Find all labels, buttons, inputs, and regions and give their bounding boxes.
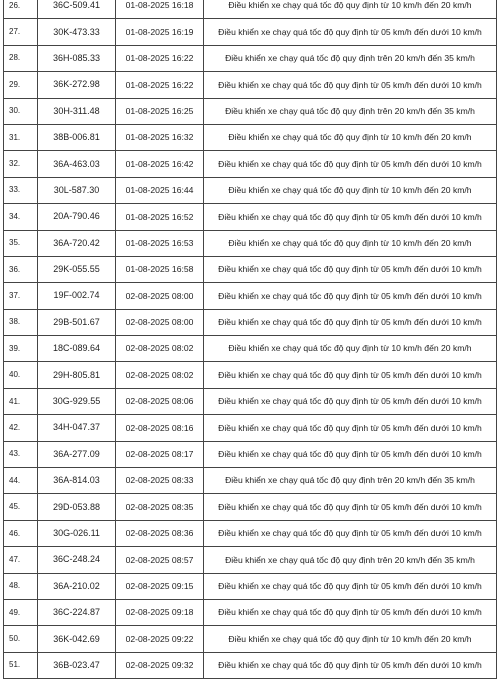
violation-description: Điều khiển xe chạy quá tốc độ quy định từ 05 km/h đến dưới 10 km/h: [204, 362, 497, 388]
violation-description: Điều khiển xe chạy quá tốc độ quy định trên 20 km/h đến 35 km/h: [204, 468, 497, 494]
row-number: 47.: [4, 547, 38, 573]
row-number: 37.: [4, 283, 38, 309]
violation-description: Điều khiển xe chạy quá tốc độ quy định trên 20 km/h đến 35 km/h: [204, 547, 497, 573]
license-plate: 36C-248.24: [38, 547, 116, 573]
violation-time: 01-08-2025 16:19: [116, 19, 204, 45]
row-number: 29.: [4, 72, 38, 98]
violations-table: [3, 0, 497, 679]
violation-time: 01-08-2025 16:22: [116, 45, 204, 71]
row-number: 41.: [4, 388, 38, 414]
table-row: [4, 45, 497, 71]
violation-time: 02-08-2025 09:32: [116, 652, 204, 678]
violation-time: 01-08-2025 16:42: [116, 151, 204, 177]
violation-time: 02-08-2025 08:02: [116, 362, 204, 388]
violation-time: 02-08-2025 08:00: [116, 283, 204, 309]
violation-description: Điều khiển xe chạy quá tốc độ quy định từ 05 km/h đến dưới 10 km/h: [204, 309, 497, 335]
license-plate: 36K-042.69: [38, 626, 116, 652]
table-row: [4, 256, 497, 282]
license-plate: 29H-805.81: [38, 362, 116, 388]
violation-description: Điều khiển xe chạy quá tốc độ quy định từ 05 km/h đến dưới 10 km/h: [204, 441, 497, 467]
row-number: 39.: [4, 336, 38, 362]
violation-time: 01-08-2025 16:18: [116, 0, 204, 19]
violation-description: Điều khiển xe chạy quá tốc độ quy định từ 05 km/h đến dưới 10 km/h: [204, 256, 497, 282]
violation-time: 02-08-2025 09:18: [116, 599, 204, 625]
violations-table-body: [4, 0, 497, 679]
license-plate: 30G-026.11: [38, 520, 116, 546]
row-number: 44.: [4, 468, 38, 494]
license-plate: 34H-047.37: [38, 415, 116, 441]
violation-time: 02-08-2025 08:35: [116, 494, 204, 520]
license-plate: 36K-272.98: [38, 72, 116, 98]
violation-description: Điều khiển xe chạy quá tốc độ quy định trên 20 km/h đến 35 km/h: [204, 98, 497, 124]
table-row: [4, 494, 497, 520]
row-number: 48.: [4, 573, 38, 599]
violation-description: Điều khiển xe chạy quá tốc độ quy định từ 05 km/h đến dưới 10 km/h: [204, 415, 497, 441]
row-number: 42.: [4, 415, 38, 441]
violation-description: Điều khiển xe chạy quá tốc độ quy định từ 05 km/h đến dưới 10 km/h: [204, 573, 497, 599]
license-plate: 36A-277.09: [38, 441, 116, 467]
row-number: 32.: [4, 151, 38, 177]
table-row: [4, 547, 497, 573]
license-plate: 30K-473.33: [38, 19, 116, 45]
row-number: 34.: [4, 204, 38, 230]
license-plate: 36A-720.42: [38, 230, 116, 256]
license-plate: 29K-055.55: [38, 256, 116, 282]
license-plate: 36C-509.41: [38, 0, 116, 19]
table-row: [4, 415, 497, 441]
violation-time: 02-08-2025 09:22: [116, 626, 204, 652]
violation-time: 01-08-2025 16:25: [116, 98, 204, 124]
table-row: [4, 72, 497, 98]
table-row: [4, 309, 497, 335]
violation-time: 01-08-2025 16:22: [116, 72, 204, 98]
violation-time: 02-08-2025 08:36: [116, 520, 204, 546]
table-row: [4, 520, 497, 546]
table-row: [4, 441, 497, 467]
license-plate: 30H-311.48: [38, 98, 116, 124]
violation-description: Điều khiển xe chạy quá tốc độ quy định từ 05 km/h đến dưới 10 km/h: [204, 283, 497, 309]
violation-description: Điều khiển xe chạy quá tốc độ quy định từ 10 km/h đến 20 km/h: [204, 0, 497, 19]
license-plate: 36A-814.03: [38, 468, 116, 494]
row-number: 38.: [4, 309, 38, 335]
table-row: [4, 177, 497, 203]
row-number: 27.: [4, 19, 38, 45]
violation-time: 02-08-2025 08:16: [116, 415, 204, 441]
table-row: [4, 204, 497, 230]
table-row: [4, 336, 497, 362]
violation-description: Điều khiển xe chạy quá tốc độ quy định từ 05 km/h đến dưới 10 km/h: [204, 520, 497, 546]
violation-time: 01-08-2025 16:58: [116, 256, 204, 282]
violation-time: 02-08-2025 09:15: [116, 573, 204, 599]
row-number: 51.: [4, 652, 38, 678]
row-number: 43.: [4, 441, 38, 467]
license-plate: 36B-023.47: [38, 652, 116, 678]
row-number: 36.: [4, 256, 38, 282]
row-number: 49.: [4, 599, 38, 625]
row-number: 45.: [4, 494, 38, 520]
violation-description: Điều khiển xe chạy quá tốc độ quy định từ 05 km/h đến dưới 10 km/h: [204, 494, 497, 520]
row-number: 40.: [4, 362, 38, 388]
violation-description: Điều khiển xe chạy quá tốc độ quy định từ 10 km/h đến 20 km/h: [204, 230, 497, 256]
table-row: [4, 19, 497, 45]
license-plate: 38B-006.81: [38, 124, 116, 150]
license-plate: 30L-587.30: [38, 177, 116, 203]
violation-description: Điều khiển xe chạy quá tốc độ quy định từ 10 km/h đến 20 km/h: [204, 336, 497, 362]
license-plate: 36H-085.33: [38, 45, 116, 71]
violation-time: 02-08-2025 08:57: [116, 547, 204, 573]
violation-time: 02-08-2025 08:02: [116, 336, 204, 362]
table-row: [4, 626, 497, 652]
violation-description: Điều khiển xe chạy quá tốc độ quy định từ 05 km/h đến dưới 10 km/h: [204, 72, 497, 98]
license-plate: 20A-790.46: [38, 204, 116, 230]
table-row: [4, 573, 497, 599]
violation-time: 01-08-2025 16:52: [116, 204, 204, 230]
row-number: 28.: [4, 45, 38, 71]
row-number: 46.: [4, 520, 38, 546]
row-number: 31.: [4, 124, 38, 150]
violation-description: Điều khiển xe chạy quá tốc độ quy định từ 05 km/h đến dưới 10 km/h: [204, 19, 497, 45]
violation-time: 01-08-2025 16:44: [116, 177, 204, 203]
license-plate: 30G-929.55: [38, 388, 116, 414]
violation-time: 02-08-2025 08:33: [116, 468, 204, 494]
license-plate: 18C-089.64: [38, 336, 116, 362]
row-number: 35.: [4, 230, 38, 256]
table-row: [4, 599, 497, 625]
table-row: [4, 230, 497, 256]
row-number: 30.: [4, 98, 38, 124]
license-plate: 29B-501.67: [38, 309, 116, 335]
violation-description: Điều khiển xe chạy quá tốc độ quy định trên 20 km/h đến 35 km/h: [204, 45, 497, 71]
table-row: [4, 468, 497, 494]
violation-description: Điều khiển xe chạy quá tốc độ quy định từ 10 km/h đến 20 km/h: [204, 626, 497, 652]
row-number: 50.: [4, 626, 38, 652]
license-plate: 29D-053.88: [38, 494, 116, 520]
violation-time: 01-08-2025 16:53: [116, 230, 204, 256]
table-row: [4, 98, 497, 124]
row-number: 33.: [4, 177, 38, 203]
violation-time: 02-08-2025 08:00: [116, 309, 204, 335]
table-row: [4, 388, 497, 414]
violation-time: 02-08-2025 08:17: [116, 441, 204, 467]
row-number: 26.: [4, 0, 38, 19]
violation-description: Điều khiển xe chạy quá tốc độ quy định từ 10 km/h đến 20 km/h: [204, 177, 497, 203]
table-row: [4, 283, 497, 309]
table-row: [4, 362, 497, 388]
violation-time: 01-08-2025 16:32: [116, 124, 204, 150]
table-row: [4, 0, 497, 19]
violation-time: 02-08-2025 08:06: [116, 388, 204, 414]
violation-description: Điều khiển xe chạy quá tốc độ quy định từ 05 km/h đến dưới 10 km/h: [204, 652, 497, 678]
violation-description: Điều khiển xe chạy quá tốc độ quy định từ 05 km/h đến dưới 10 km/h: [204, 151, 497, 177]
table-row: [4, 652, 497, 678]
license-plate: 19F-002.74: [38, 283, 116, 309]
violation-description: Điều khiển xe chạy quá tốc độ quy định từ 05 km/h đến dưới 10 km/h: [204, 204, 497, 230]
violation-description: Điều khiển xe chạy quá tốc độ quy định từ 05 km/h đến dưới 10 km/h: [204, 388, 497, 414]
table-row: [4, 151, 497, 177]
violation-description: Điều khiển xe chạy quá tốc độ quy định từ 10 km/h đến 20 km/h: [204, 124, 497, 150]
license-plate: 36C-224.87: [38, 599, 116, 625]
table-row: [4, 124, 497, 150]
license-plate: 36A-463.03: [38, 151, 116, 177]
violation-description: Điều khiển xe chạy quá tốc độ quy định từ 05 km/h đến dưới 10 km/h: [204, 599, 497, 625]
license-plate: 36A-210.02: [38, 573, 116, 599]
